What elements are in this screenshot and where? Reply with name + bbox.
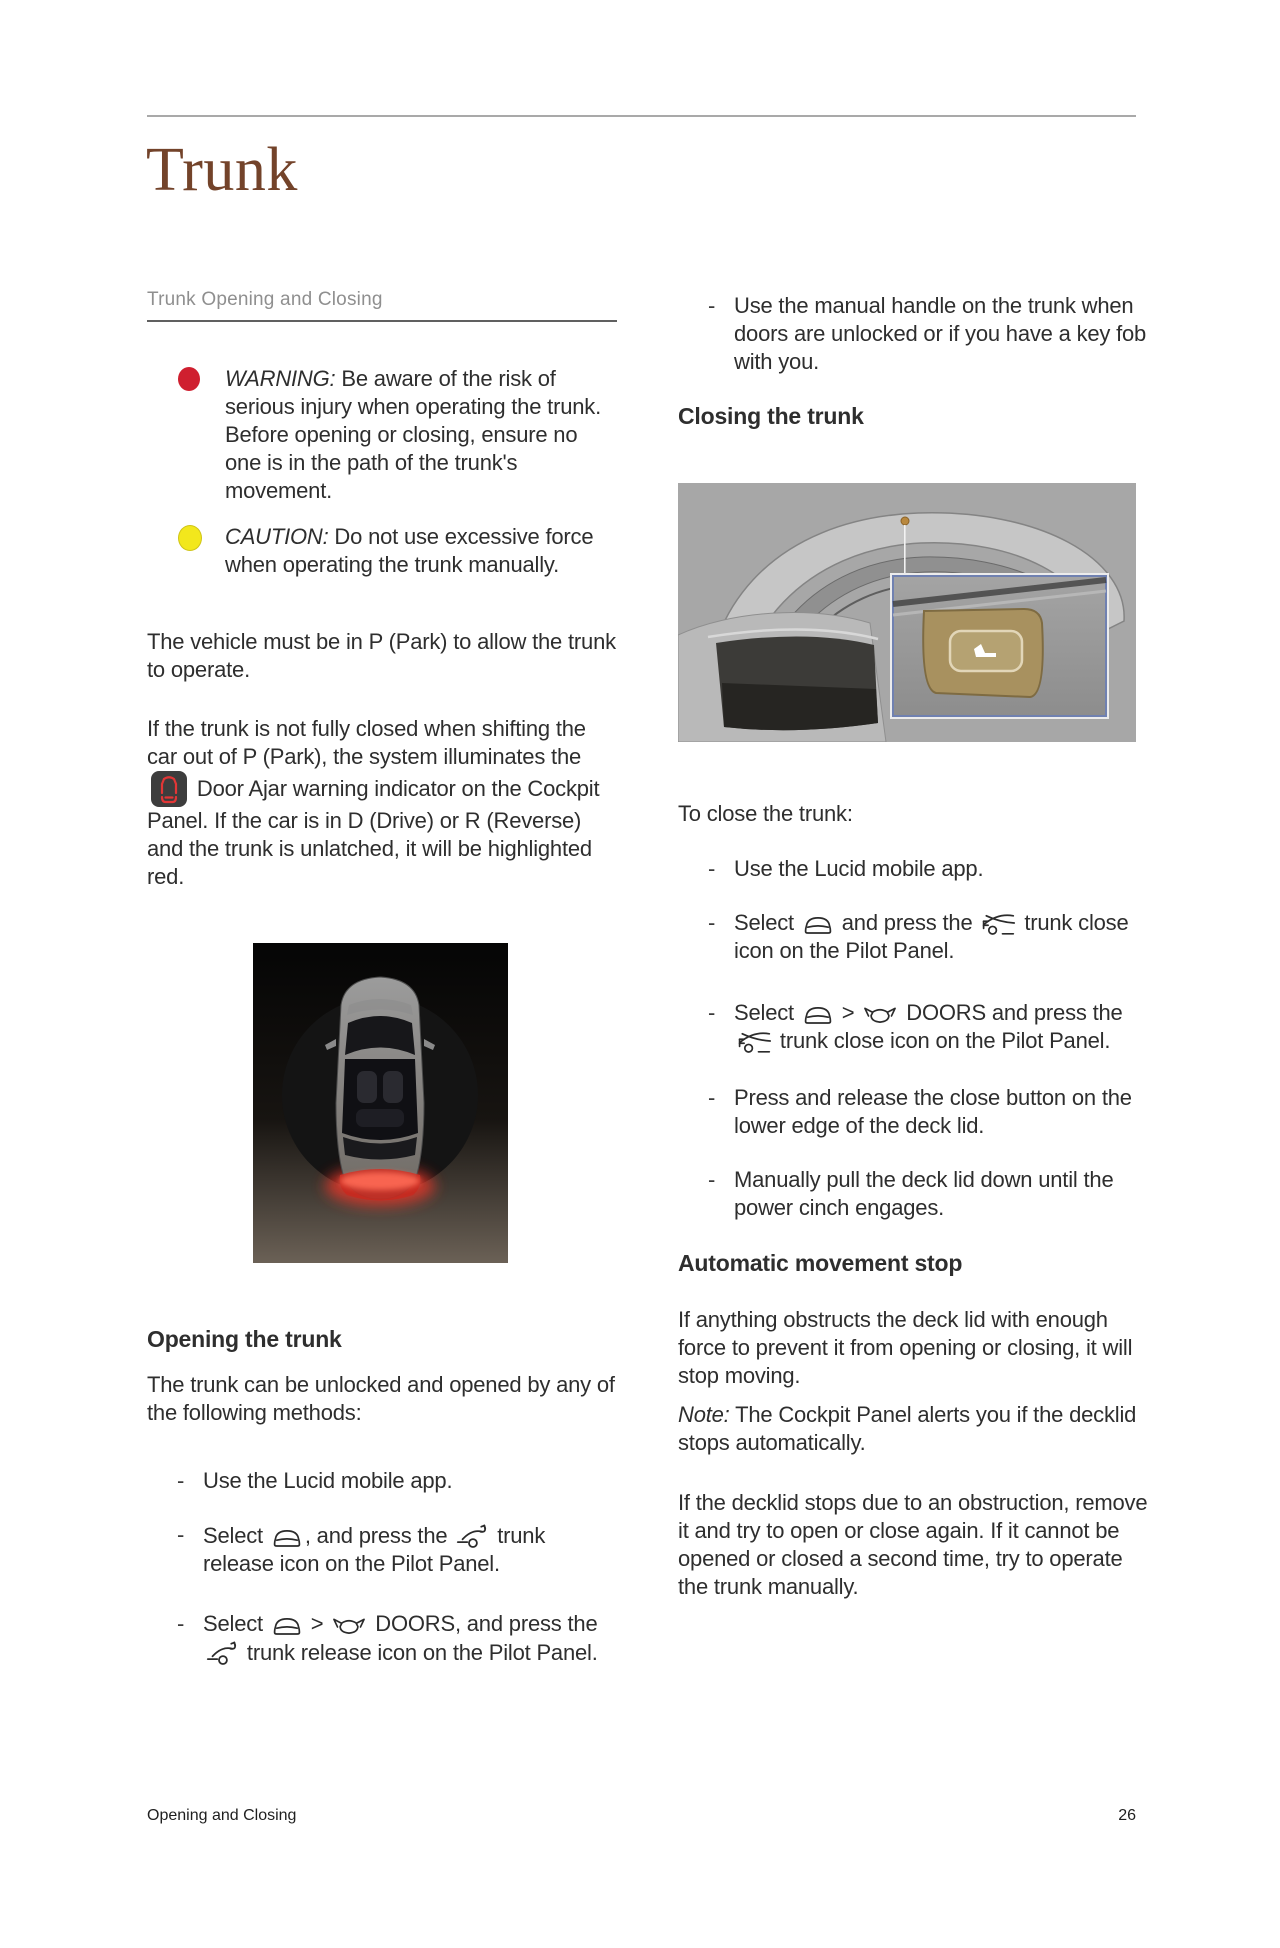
caution-icon [178,525,202,551]
page-footer [147,1806,1136,1826]
bullet-dash: - [708,856,716,881]
car-topview-trunk-highlight-image [253,943,508,1263]
list-item [147,1521,617,1578]
page-number: 26 [1118,1807,1136,1824]
closing-heading: Closing the trunk [678,403,864,429]
bullet-dash: - [708,293,716,318]
bullet-dash: - [708,910,716,935]
warning-icon [178,367,200,391]
door-ajar-indicator-icon [151,771,187,807]
caution-dot-cell [147,523,225,579]
bullet-text: Use the manual handle on the trunk when doors are unlocked or if you have a key fob with you. [734,293,1147,374]
opening-intro: The trunk can be unlocked and opened by any of the following methods: [147,1372,615,1425]
bullet-dash: - [177,1611,185,1636]
bullet-dash: - [708,1000,716,1025]
list-item [678,909,1148,965]
automatic-stop-heading: Automatic movement stop [678,1250,963,1276]
list-item [678,1084,1148,1140]
list-item [678,292,1148,376]
trunk-close-icon [736,1027,772,1055]
opening-heading: Opening the trunk [147,1326,342,1352]
to-close-paragraph: To close the trunk: [678,801,853,826]
park-paragraph: The vehicle must be in P (Park) to allow the trunk to operate. [147,629,616,682]
right-column [678,292,1148,1601]
left-column [147,288,617,1667]
bullet-text: Select > DOORS and press the trunk close icon on the Pilot Panel. [734,1000,1123,1053]
section-header: Trunk Opening and Closing [147,289,383,310]
car-icon [802,1003,834,1027]
car-doors-open-icon [862,1004,898,1027]
bullet-dash: - [708,1167,716,1192]
bullet-text: Use the Lucid mobile app. [734,856,984,881]
bullet-text: Select and press the trunk close icon on the Pilot Panel. [734,910,1129,963]
bullet-text: Press and release the close button on the lower edge of the deck lid. [734,1085,1132,1138]
car-icon [271,1614,303,1638]
bullet-text: Select , and press the trunk release icon on the Pilot Panel. [203,1523,546,1576]
automatic-stop-paragraph: If anything obstructs the deck lid with enough force to prevent it from opening or closing, it will stop moving. [678,1307,1133,1388]
list-item [147,1610,617,1667]
obstruction-paragraph: If the decklid stops due to an obstruction, remove it and try to open or close again. If it cannot be opened or closed a second time, try to operate the trunk manually. [678,1490,1148,1599]
bullet-dash: - [708,1085,716,1110]
bullet-dash: - [177,1468,185,1493]
list-item [678,855,1148,883]
trunk-close-button-photo [678,483,1148,742]
door-ajar-paragraph: If the trunk is not fully closed when shifting the car out of P (Park), the system illuminates the Door Ajar warning indicator on the Cockpit Panel. If the car is in D (Drive) or R (Reverse) and the trunk is unlatched, it will be highlighted red. [147,716,600,889]
trunk-release-icon [455,1521,489,1550]
list-item [678,1166,1148,1222]
bullet-dash: - [177,1522,185,1547]
bullet-text: Use the Lucid mobile app. [203,1468,453,1493]
warning-notice [147,365,617,505]
bullet-text: Select > DOORS, and press the trunk release icon on the Pilot Panel. [203,1611,598,1665]
page-title: Trunk [146,136,298,204]
car-doors-open-icon [331,1615,367,1638]
top-divider [147,115,1136,117]
car-icon [271,1526,303,1550]
list-item [678,999,1148,1055]
footer-section-title: Opening and Closing [147,1807,297,1824]
trunk-release-icon [205,1638,239,1667]
section-divider [147,320,617,322]
car-icon [802,913,834,937]
list-item [147,1467,617,1495]
caution-notice [147,523,617,579]
caution-text: CAUTION: Do not use excessive force when operating the trunk manually. [225,524,594,577]
bullet-text: Manually pull the deck lid down until the power cinch engages. [734,1167,1114,1220]
note-paragraph: Note: The Cockpit Panel alerts you if the decklid stops automatically. [678,1402,1137,1455]
trunk-close-icon [980,909,1016,937]
warning-dot-cell [147,365,225,505]
warning-text: WARNING: Be aware of the risk of serious injury when operating the trunk. Before opening or closing, ensure no one is in the path of the trunk's movement. [225,366,601,503]
